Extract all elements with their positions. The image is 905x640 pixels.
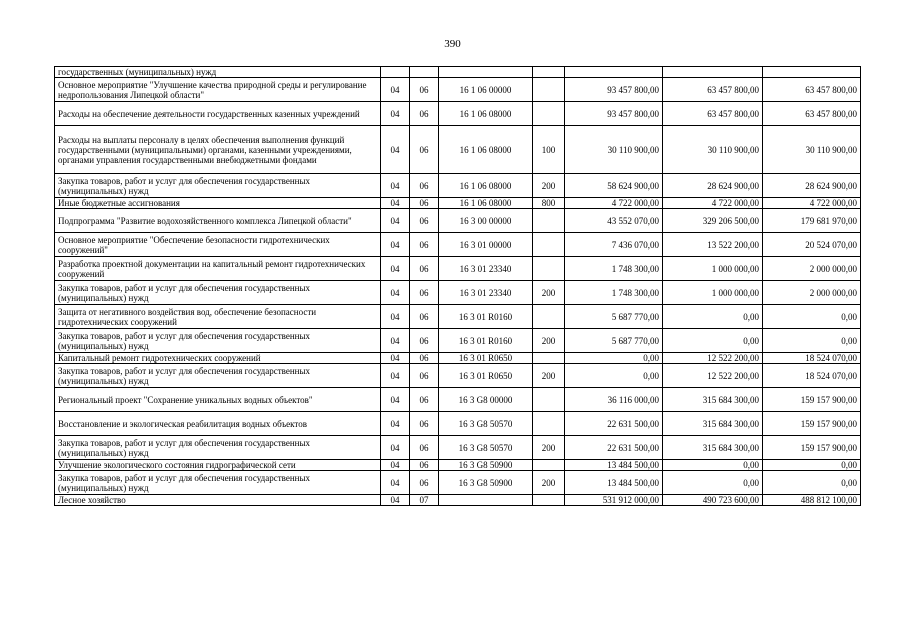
expense-name-cell: Защита от негативного воздействия вод, обеспечение безопасности гидротехнических сооружений	[55, 305, 381, 329]
expense-type-cell: 200	[533, 174, 565, 198]
chapter-code-cell: 04	[381, 174, 410, 198]
amount-year1-cell: 13 484 500,00	[565, 471, 663, 495]
amount-year1-cell: 4 722 000,00	[565, 198, 663, 209]
expense-type-cell	[533, 495, 565, 506]
expense-name-cell: Капитальный ремонт гидротехнических сооружений	[55, 353, 381, 364]
amount-year2-cell: 315 684 300,00	[663, 412, 763, 436]
expense-type-cell	[533, 412, 565, 436]
expense-name-cell: Расходы на обеспечение деятельности государственных казенных учреждений	[55, 102, 381, 126]
subsection-code-cell: 06	[410, 233, 439, 257]
amount-year1-cell: 58 624 900,00	[565, 174, 663, 198]
amount-year1-cell: 1 748 300,00	[565, 257, 663, 281]
expense-type-cell: 200	[533, 436, 565, 460]
expense-type-cell	[533, 353, 565, 364]
table-row	[55, 436, 861, 460]
chapter-code-cell: 04	[381, 460, 410, 471]
expense-type-cell: 100	[533, 126, 565, 174]
target-article-cell: 16 3 G8 50570	[439, 436, 533, 460]
amount-year3-cell: 18 524 070,00	[763, 364, 861, 388]
chapter-code-cell: 04	[381, 126, 410, 174]
target-article-cell: 16 3 01 R0650	[439, 353, 533, 364]
subsection-code-cell: 06	[410, 353, 439, 364]
amount-year3-cell: 63 457 800,00	[763, 102, 861, 126]
chapter-code-cell: 04	[381, 364, 410, 388]
expense-name-cell: Закупка товаров, работ и услуг для обеспечения государственных (муниципальных) нужд	[55, 281, 381, 305]
subsection-code-cell: 06	[410, 78, 439, 102]
expense-type-cell	[533, 209, 565, 233]
table-row	[55, 174, 861, 198]
table-row	[55, 471, 861, 495]
amount-year3-cell: 159 157 900,00	[763, 388, 861, 412]
expense-name-cell: Восстановление и экологическая реабилитация водных объектов	[55, 412, 381, 436]
amount-year3-cell: 488 812 100,00	[763, 495, 861, 506]
expense-name-cell: государственных (муниципальных) нужд	[55, 67, 381, 78]
expense-type-cell	[533, 78, 565, 102]
chapter-code-cell: 04	[381, 471, 410, 495]
target-article-cell: 16 1 06 00000	[439, 78, 533, 102]
amount-year2-cell: 315 684 300,00	[663, 388, 763, 412]
amount-year1-cell: 5 687 770,00	[565, 305, 663, 329]
amount-year2-cell: 12 522 200,00	[663, 353, 763, 364]
amount-year2-cell: 13 522 200,00	[663, 233, 763, 257]
amount-year1-cell: 5 687 770,00	[565, 329, 663, 353]
subsection-code-cell: 06	[410, 209, 439, 233]
target-article-cell: 16 1 06 08000	[439, 126, 533, 174]
amount-year2-cell	[663, 67, 763, 78]
chapter-code-cell: 04	[381, 198, 410, 209]
amount-year1-cell: 22 631 500,00	[565, 412, 663, 436]
chapter-code-cell: 04	[381, 329, 410, 353]
amount-year3-cell: 0,00	[763, 460, 861, 471]
target-article-cell: 16 3 01 R0160	[439, 305, 533, 329]
amount-year1-cell: 7 436 070,00	[565, 233, 663, 257]
table-row	[55, 102, 861, 126]
subsection-code-cell: 06	[410, 460, 439, 471]
expense-type-cell	[533, 102, 565, 126]
chapter-code-cell: 04	[381, 78, 410, 102]
chapter-code-cell: 04	[381, 281, 410, 305]
expense-name-cell: Иные бюджетные ассигнования	[55, 198, 381, 209]
target-article-cell: 16 3 G8 50900	[439, 460, 533, 471]
subsection-code-cell: 06	[410, 471, 439, 495]
expense-name-cell: Закупка товаров, работ и услуг для обеспечения государственных (муниципальных) нужд	[55, 174, 381, 198]
chapter-code-cell: 04	[381, 102, 410, 126]
amount-year2-cell: 0,00	[663, 460, 763, 471]
expense-name-cell: Закупка товаров, работ и услуг для обеспечения государственных (муниципальных) нужд	[55, 329, 381, 353]
subsection-code-cell: 06	[410, 281, 439, 305]
target-article-cell: 16 3 01 R0650	[439, 364, 533, 388]
target-article-cell	[439, 67, 533, 78]
amount-year3-cell: 28 624 900,00	[763, 174, 861, 198]
budget-table	[54, 66, 861, 506]
subsection-code-cell: 06	[410, 412, 439, 436]
expense-name-cell: Лесное хозяйство	[55, 495, 381, 506]
chapter-code-cell: 04	[381, 209, 410, 233]
target-article-cell: 16 1 06 08000	[439, 102, 533, 126]
amount-year1-cell: 0,00	[565, 364, 663, 388]
amount-year1-cell: 1 748 300,00	[565, 281, 663, 305]
table-row	[55, 388, 861, 412]
subsection-code-cell: 07	[410, 495, 439, 506]
amount-year2-cell: 28 624 900,00	[663, 174, 763, 198]
amount-year3-cell: 4 722 000,00	[763, 198, 861, 209]
amount-year1-cell: 531 912 000,00	[565, 495, 663, 506]
amount-year3-cell: 0,00	[763, 471, 861, 495]
target-article-cell: 16 1 06 08000	[439, 198, 533, 209]
amount-year2-cell: 0,00	[663, 305, 763, 329]
amount-year2-cell: 329 206 500,00	[663, 209, 763, 233]
chapter-code-cell: 04	[381, 233, 410, 257]
target-article-cell: 16 3 G8 50900	[439, 471, 533, 495]
table-row	[55, 67, 861, 78]
expense-name-cell: Закупка товаров, работ и услуг для обеспечения государственных (муниципальных) нужд	[55, 436, 381, 460]
subsection-code-cell	[410, 67, 439, 78]
amount-year3-cell: 179 681 970,00	[763, 209, 861, 233]
expense-type-cell	[533, 257, 565, 281]
target-article-cell: 16 3 G8 00000	[439, 388, 533, 412]
amount-year1-cell: 13 484 500,00	[565, 460, 663, 471]
table-row	[55, 329, 861, 353]
expense-type-cell	[533, 388, 565, 412]
page-number: 390	[444, 38, 461, 50]
amount-year1-cell: 30 110 900,00	[565, 126, 663, 174]
table-row	[55, 495, 861, 506]
amount-year1-cell: 43 552 070,00	[565, 209, 663, 233]
subsection-code-cell: 06	[410, 329, 439, 353]
amount-year1-cell	[565, 67, 663, 78]
table-row	[55, 78, 861, 102]
subsection-code-cell: 06	[410, 174, 439, 198]
expense-name-cell: Основное мероприятие "Обеспечение безопасности гидротехнических сооружений"	[55, 233, 381, 257]
amount-year3-cell	[763, 67, 861, 78]
amount-year2-cell: 1 000 000,00	[663, 281, 763, 305]
chapter-code-cell: 04	[381, 412, 410, 436]
chapter-code-cell: 04	[381, 388, 410, 412]
table-row	[55, 460, 861, 471]
target-article-cell: 16 3 G8 50570	[439, 412, 533, 436]
subsection-code-cell: 06	[410, 102, 439, 126]
subsection-code-cell: 06	[410, 126, 439, 174]
target-article-cell: 16 3 01 23340	[439, 257, 533, 281]
expense-type-cell: 200	[533, 281, 565, 305]
target-article-cell	[439, 495, 533, 506]
amount-year2-cell: 63 457 800,00	[663, 102, 763, 126]
expense-name-cell: Расходы на выплаты персоналу в целях обеспечения выполнения функций государственными (муниципальными) органами, казенными учреждениями, органами управления государственными внебюджетными фондами	[55, 126, 381, 174]
amount-year3-cell: 63 457 800,00	[763, 78, 861, 102]
expense-type-cell	[533, 67, 565, 78]
chapter-code-cell: 04	[381, 495, 410, 506]
amount-year2-cell: 63 457 800,00	[663, 78, 763, 102]
expense-type-cell: 800	[533, 198, 565, 209]
amount-year2-cell: 490 723 600,00	[663, 495, 763, 506]
target-article-cell: 16 3 01 00000	[439, 233, 533, 257]
subsection-code-cell: 06	[410, 257, 439, 281]
table-row	[55, 198, 861, 209]
expense-name-cell: Разработка проектной документации на капитальный ремонт гидротехнических сооружений	[55, 257, 381, 281]
amount-year1-cell: 36 116 000,00	[565, 388, 663, 412]
subsection-code-cell: 06	[410, 305, 439, 329]
expense-type-cell: 200	[533, 364, 565, 388]
amount-year1-cell: 93 457 800,00	[565, 78, 663, 102]
expense-name-cell: Основное мероприятие "Улучшение качества природной среды и регулирование недропользования Липецкой области"	[55, 78, 381, 102]
amount-year1-cell: 0,00	[565, 353, 663, 364]
amount-year2-cell: 315 684 300,00	[663, 436, 763, 460]
amount-year2-cell: 1 000 000,00	[663, 257, 763, 281]
table-row	[55, 412, 861, 436]
amount-year3-cell: 0,00	[763, 305, 861, 329]
table-row	[55, 126, 861, 174]
amount-year3-cell: 30 110 900,00	[763, 126, 861, 174]
subsection-code-cell: 06	[410, 198, 439, 209]
expense-name-cell: Закупка товаров, работ и услуг для обеспечения государственных (муниципальных) нужд	[55, 471, 381, 495]
amount-year3-cell: 159 157 900,00	[763, 436, 861, 460]
amount-year2-cell: 4 722 000,00	[663, 198, 763, 209]
target-article-cell: 16 3 00 00000	[439, 209, 533, 233]
target-article-cell: 16 1 06 08000	[439, 174, 533, 198]
amount-year2-cell: 12 522 200,00	[663, 364, 763, 388]
table-row	[55, 233, 861, 257]
expense-name-cell: Закупка товаров, работ и услуг для обеспечения государственных (муниципальных) нужд	[55, 364, 381, 388]
chapter-code-cell: 04	[381, 436, 410, 460]
amount-year3-cell: 20 524 070,00	[763, 233, 861, 257]
amount-year1-cell: 22 631 500,00	[565, 436, 663, 460]
amount-year1-cell: 93 457 800,00	[565, 102, 663, 126]
amount-year3-cell: 18 524 070,00	[763, 353, 861, 364]
amount-year2-cell: 0,00	[663, 471, 763, 495]
expense-name-cell: Улучшение экологического состояния гидрографической сети	[55, 460, 381, 471]
expense-name-cell: Подпрограмма "Развитие водохозяйственного комплекса Липецкой области"	[55, 209, 381, 233]
table-row	[55, 353, 861, 364]
amount-year2-cell: 30 110 900,00	[663, 126, 763, 174]
subsection-code-cell: 06	[410, 364, 439, 388]
expense-type-cell	[533, 460, 565, 471]
table-row	[55, 364, 861, 388]
expense-type-cell: 200	[533, 471, 565, 495]
amount-year3-cell: 0,00	[763, 329, 861, 353]
target-article-cell: 16 3 01 23340	[439, 281, 533, 305]
amount-year3-cell: 159 157 900,00	[763, 412, 861, 436]
expense-type-cell	[533, 305, 565, 329]
table-row	[55, 257, 861, 281]
table-row	[55, 305, 861, 329]
amount-year3-cell: 2 000 000,00	[763, 257, 861, 281]
chapter-code-cell	[381, 67, 410, 78]
table-row	[55, 209, 861, 233]
amount-year2-cell: 0,00	[663, 329, 763, 353]
chapter-code-cell: 04	[381, 257, 410, 281]
amount-year3-cell: 2 000 000,00	[763, 281, 861, 305]
subsection-code-cell: 06	[410, 436, 439, 460]
expense-type-cell: 200	[533, 329, 565, 353]
target-article-cell: 16 3 01 R0160	[439, 329, 533, 353]
table-row	[55, 281, 861, 305]
chapter-code-cell: 04	[381, 353, 410, 364]
expense-type-cell	[533, 233, 565, 257]
expense-name-cell: Региональный проект "Сохранение уникальных водных объектов"	[55, 388, 381, 412]
chapter-code-cell: 04	[381, 305, 410, 329]
subsection-code-cell: 06	[410, 388, 439, 412]
